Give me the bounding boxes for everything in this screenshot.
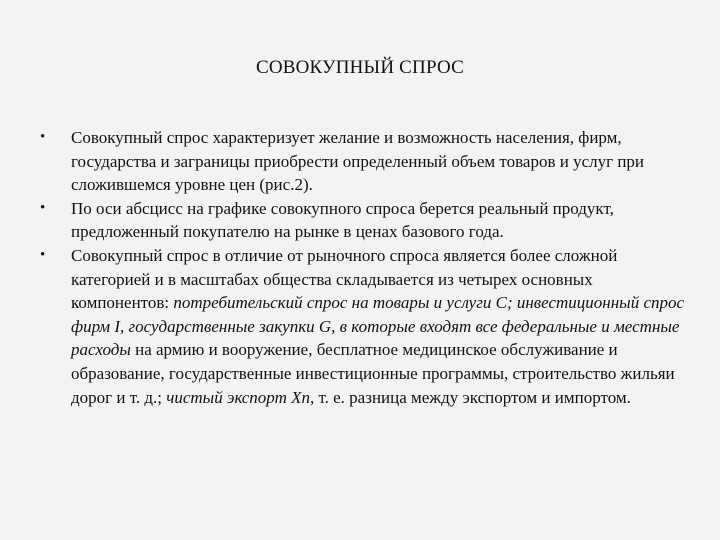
bullet-icon: • <box>40 246 46 263</box>
bullet-text: По оси абсцисс на графике совокупного спроса берется реальный продукт, предложенный покупателю на рынке в ценах базового года. <box>71 198 614 242</box>
bullet-text-italic: потребительский спрос на товары и услуги C; инвестиционный спрос фирм I, государственные закупки G, в которые входят все федеральные и местные расходы <box>71 293 685 360</box>
bullet-item-2 <box>40 197 685 244</box>
bullet-text-part: т. е. разница между экспортом и импортом. <box>314 387 631 407</box>
bullet-item-3 <box>40 244 685 409</box>
bullet-text-part: Совокупный спрос в отличие от рыночного спроса является более сложной категорией и в масштабах общества складывается из четырех основных компонентов: <box>71 245 618 313</box>
slide-title: СОВОКУПНЫЙ СПРОС <box>255 57 465 78</box>
bullet-icon: • <box>40 199 46 216</box>
bullet-text-part: на армию и вооружение, бесплатное медицинское обслуживание и образование, государственные инвестиционные программы, строительство жильяи дорог и т. д.; <box>71 340 675 407</box>
bullet-list <box>40 126 685 409</box>
bullet-text: Совокупный спрос характеризует желание и возможность населения, фирм, государства и заграницы приобрести определенный объем товаров и услуг при сложившемся уровне цен (рис.2). <box>71 128 645 195</box>
bullet-text-italic: чистый экспорт Xn, <box>166 387 315 407</box>
bullet-item-1 <box>40 126 685 197</box>
bullet-icon: • <box>40 129 46 145</box>
